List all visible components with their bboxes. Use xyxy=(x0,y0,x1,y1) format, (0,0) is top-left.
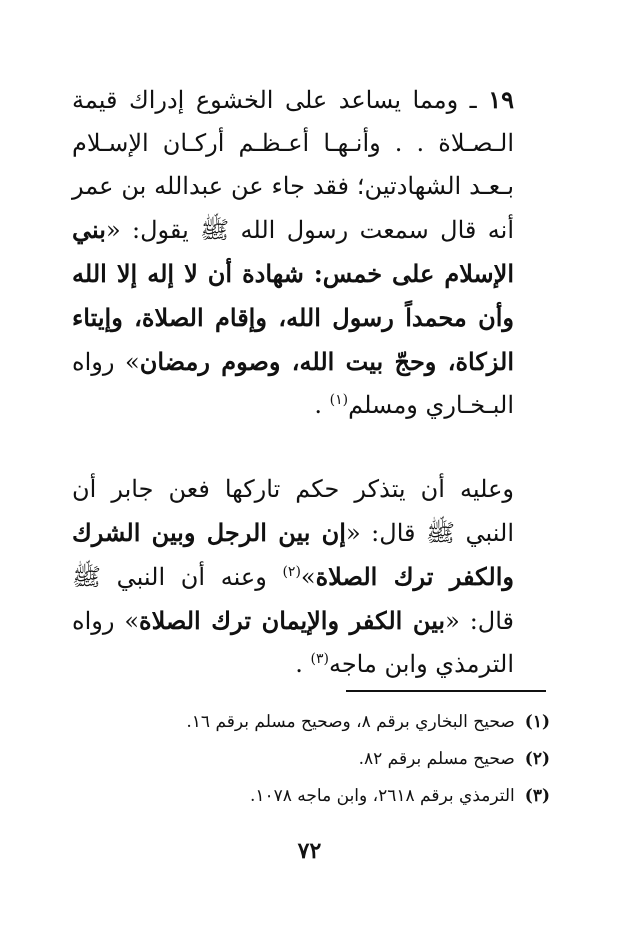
paragraph-number: ١٩ xyxy=(488,85,514,114)
footnote-text: الترمذي برقم ٢٦١٨، وابن ماجه ١٠٧٨. xyxy=(249,786,515,806)
footnote-item xyxy=(72,741,550,778)
footnote-number: (٢) xyxy=(524,749,550,769)
paragraph-text: وعنه أن النبي ﷺ قال: « xyxy=(72,563,515,635)
paragraph-continued xyxy=(72,468,514,686)
paragraph-text: » xyxy=(300,563,316,591)
footnote-reference[interactable]: (١) xyxy=(329,392,349,408)
paragraph-end: . xyxy=(314,391,330,419)
footnote-item xyxy=(72,778,550,815)
footnote-reference[interactable]: (٢) xyxy=(282,564,301,580)
paragraph-text: » رواه البـخـاري ومسلم xyxy=(72,348,514,419)
paragraph-end: . xyxy=(295,650,311,678)
footnote-text: صحيح مسلم برقم ٨٢. xyxy=(358,749,515,769)
footnote-number: (٣) xyxy=(524,786,550,806)
footnote-item xyxy=(72,704,550,741)
footnote-divider xyxy=(346,690,546,692)
paragraph-text: ـ ومما يساعد على الخشوع إدراك قيمة الـصـلاة . . وأنـهـا أعـظـم أركـان الإسـلام بـعـد الشهادتين؛ فقد جاء عن عبدالله بن عمر أنه قال سمعت رسول الله ﷺ يقول: « xyxy=(72,86,514,244)
footnote-reference[interactable]: (٣) xyxy=(310,651,329,667)
hadith-text: بين الكفر والإيمان ترك الصلاة xyxy=(139,606,446,635)
footnotes xyxy=(72,704,550,815)
paragraph-text: » رواه الترمذي وابن ماجه xyxy=(72,607,514,678)
footnote-number: (١) xyxy=(524,712,550,732)
paragraph-19 xyxy=(72,78,514,427)
page-number: ٧٢ xyxy=(297,838,322,864)
hadith-text: بني الإسلام على خمس: شهادة أن لا إله إلا الله وأن محمداً رسول الله، وإقام الصلاة، وإيتاء الزكاة، وحجّ بيت الله، وصوم رمضان xyxy=(72,215,515,376)
paragraph-text: وعليه أن يتذكر حكم تاركها فعن جابر أن النبي ﷺ قال: « xyxy=(72,475,514,547)
footnote-text: صحيح البخاري برقم ٨، وصحيح مسلم برقم ١٦. xyxy=(186,712,515,732)
hadith-text: إن بين الرجل وبين الشرك والكفر ترك الصلاة xyxy=(72,518,514,591)
